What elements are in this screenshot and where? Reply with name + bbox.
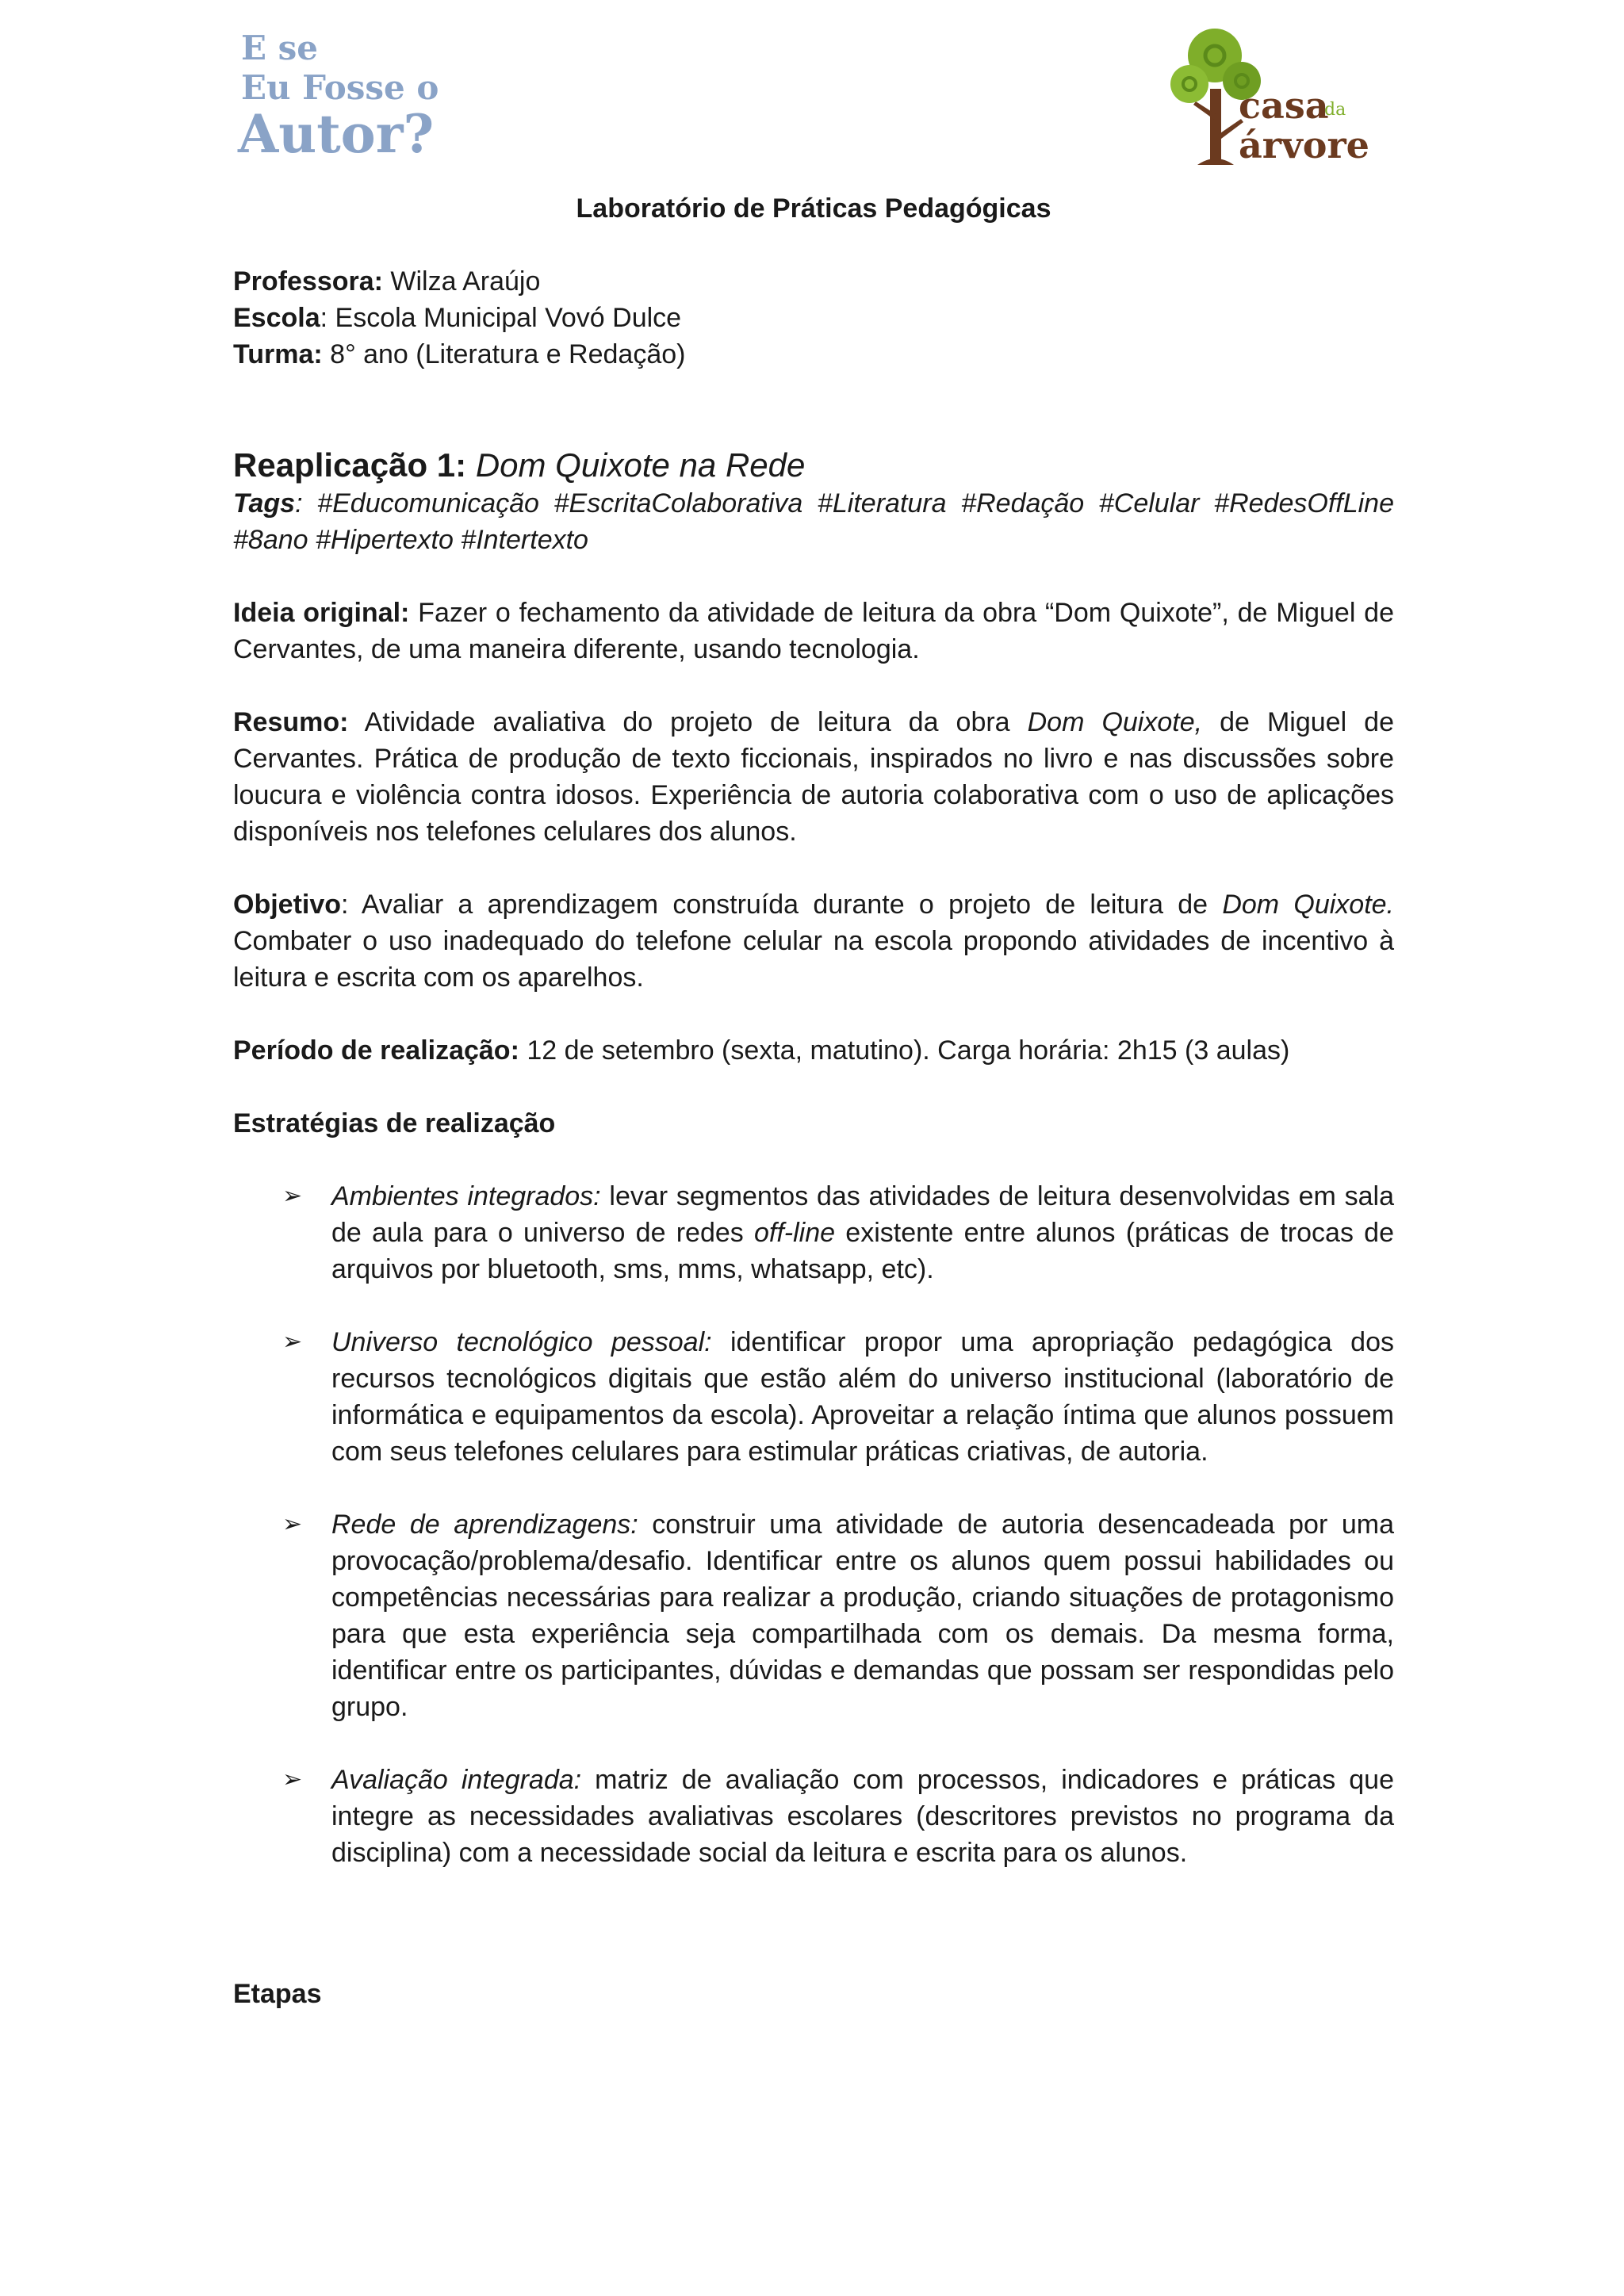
professora-line bbox=[233, 263, 1394, 300]
arrow-bullet-icon: ➢ bbox=[282, 1511, 303, 1537]
ideia-text: Fazer o fechamento da atividade de leitura da obra “Dom Quixote”, de Miguel de Cervantes, de uma maneira diferente, usando tecnologia. bbox=[233, 598, 1394, 664]
strategy-text-before: matriz de avaliação com processos, indicadores e práticas que integre as necessidades avaliativas escolares (descritores previstos no programa da disciplina) com a necessidade social da leitura e escrita para os alunos. bbox=[331, 1765, 1394, 1868]
list-item bbox=[233, 1506, 1394, 1725]
strategy-term: Ambientes integrados: bbox=[331, 1181, 601, 1211]
ideia-label: Ideia original: bbox=[233, 598, 410, 628]
objetivo-text-after: Combater o uso inadequado do telefone celular na escola propondo atividades de incentivo à leitura e escrita com os aparelhos. bbox=[233, 926, 1394, 993]
escola-label: Escola bbox=[233, 303, 320, 333]
resumo-label: Resumo: bbox=[233, 707, 349, 737]
logo-right-small: da bbox=[1324, 100, 1346, 120]
logo-right-word2: árvore bbox=[1239, 124, 1369, 166]
resumo-paragraph bbox=[233, 704, 1394, 850]
ideia-paragraph bbox=[233, 595, 1394, 668]
turma-label: Turma: bbox=[233, 339, 323, 369]
arrow-bullet-icon: ➢ bbox=[282, 1329, 303, 1355]
turma-line bbox=[233, 336, 1394, 373]
strategy-text-after: existente entre alunos (práticas de trocas de arquivos por bluetooth, sms, mms, whatsapp, etc). bbox=[331, 1218, 1394, 1284]
objetivo-italic: Dom Quixote. bbox=[1222, 890, 1394, 920]
strategy-italic: off-line bbox=[754, 1218, 836, 1248]
list-item bbox=[233, 1324, 1394, 1470]
strategy-text-before: levar segmentos das atividades de leitura desenvolvidas em sala de aula para o universo de redes bbox=[331, 1181, 1394, 1248]
strategy-term: Universo tecnológico pessoal: bbox=[331, 1327, 712, 1357]
estrategias-list bbox=[233, 1178, 1394, 1871]
logo-right-word1: casa bbox=[1239, 84, 1329, 127]
professora-label: Professora: bbox=[233, 266, 383, 297]
document-body bbox=[233, 190, 1394, 2039]
logo-left-line2: Eu Fosse o bbox=[241, 68, 439, 107]
escola-value: : Escola Municipal Vovó Dulce bbox=[320, 303, 682, 333]
turma-value: 8° ano (Literatura e Redação) bbox=[322, 339, 686, 369]
document-title: Laboratório de Práticas Pedagógicas bbox=[576, 193, 1051, 224]
periodo-text: 12 de setembro (sexta, matutino). Carga horária: 2h15 (3 aulas) bbox=[519, 1035, 1290, 1066]
reaplicacao-label: Reaplicação 1: bbox=[233, 446, 476, 484]
list-item bbox=[233, 1762, 1394, 1871]
resumo-text-before: Atividade avaliativa do projeto de leitura da obra bbox=[348, 707, 1028, 737]
periodo-label: Período de realização: bbox=[233, 1035, 519, 1066]
reaplicacao-heading bbox=[233, 446, 1394, 485]
resumo-italic: Dom Quixote, bbox=[1027, 707, 1203, 737]
estrategias-heading: Estratégias de realização bbox=[233, 1108, 556, 1138]
arrow-bullet-icon: ➢ bbox=[282, 1183, 303, 1209]
tags-label: Tags bbox=[233, 488, 296, 519]
etapas-heading: Etapas bbox=[233, 1979, 322, 2009]
e-se-eu-fosse-o-autor-logo bbox=[238, 27, 452, 165]
objetivo-paragraph bbox=[233, 886, 1394, 996]
objetivo-text-before: : Avaliar a aprendizagem construída durante o projeto de leitura de bbox=[341, 890, 1223, 920]
logo-left-line1: E se bbox=[241, 29, 319, 67]
resumo-text-after: de Miguel de Cervantes. Prática de produção de texto ficcionais, inspirados no livro e nas discussões sobre loucura e violência contra idosos. Experiência de autoria colaborativa com o uso de aplicações disponíveis nos telefones celulares dos alunos. bbox=[233, 707, 1394, 847]
escola-line bbox=[233, 300, 1394, 336]
strategy-term: Rede de aprendizagens: bbox=[331, 1510, 638, 1540]
list-item bbox=[233, 1178, 1394, 1288]
periodo-paragraph bbox=[233, 1032, 1394, 1069]
professora-value: Wilza Araújo bbox=[382, 266, 541, 297]
info-block bbox=[233, 263, 1394, 373]
strategy-text-before: construir uma atividade de autoria desencadeada por uma provocação/problema/desafio. Identificar entre os alunos quem possui habilidades ou competências necessárias para realizar a produção, criando situações de protagonismo para que esta experiência seja compartilhada com os demais. Da mesma forma, identificar entre os participantes, dúvidas e demandas que possam ser respondidas pelo grupo. bbox=[331, 1510, 1394, 1722]
tags-line bbox=[233, 485, 1394, 558]
strategy-term: Avaliação integrada: bbox=[331, 1765, 582, 1795]
reaplicacao-name: Dom Quixote na Rede bbox=[475, 446, 806, 484]
arrow-bullet-icon: ➢ bbox=[282, 1766, 303, 1793]
strategy-text-before: identificar propor uma apropriação pedagógica dos recursos tecnológicos digitais que estão além do universo institucional (laboratório de informática e equipamentos da escola). Aproveitar a relação íntima que alunos possuem com seus telefones celulares para estimular práticas criativas, de autoria. bbox=[331, 1327, 1394, 1467]
casa-da-arvore-logo bbox=[1166, 25, 1372, 168]
logo-left-line3: Autor? bbox=[238, 103, 435, 165]
tags-text: : #Educomunicação #EscritaColaborativa #Literatura #Redação #Celular #RedesOffLine #8ano #Hipertexto #Intertexto bbox=[233, 488, 1394, 555]
objetivo-label: Objetivo bbox=[233, 890, 342, 920]
